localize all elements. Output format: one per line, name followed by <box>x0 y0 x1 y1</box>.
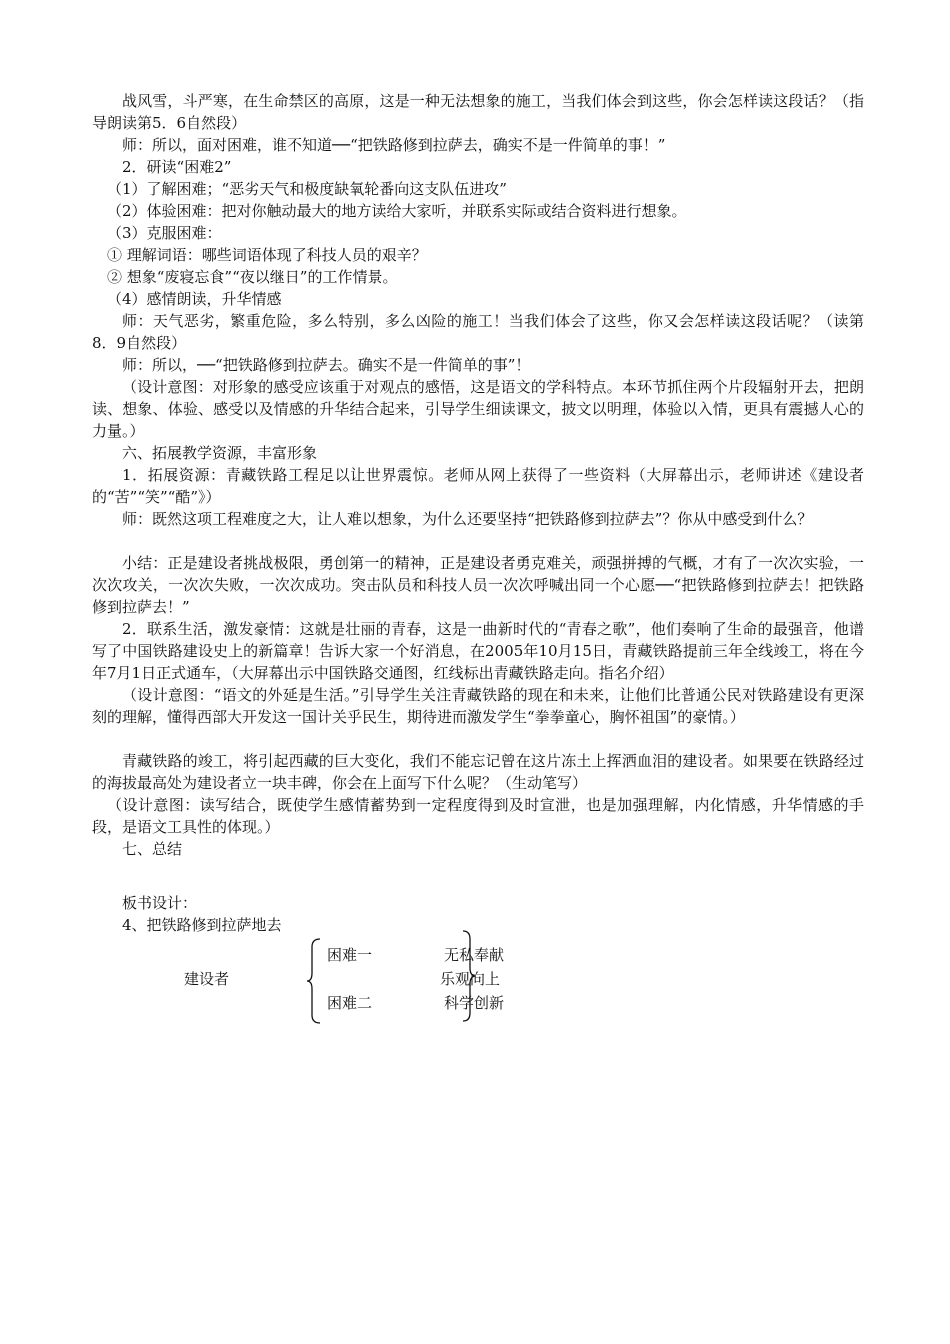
list-item: （3）克服困难： <box>107 224 222 242</box>
difficulty-two: 困难二 <box>327 994 373 1012</box>
design-intent-note: （设计意图：读写结合，既使学生感情蓄势到一定程度得到及时宣泄，也是加强理解，内化情感，升华情感的手段，是语文工具性的体现。） <box>92 796 864 836</box>
section-heading: 2．研读“困难2” <box>122 158 232 176</box>
paragraph: 师：既然这项工程难度之大，让人难以想象，为什么还要坚持“把铁路修到拉萨去”？你从中感受到什么？ <box>122 510 813 528</box>
right-brace-icon <box>460 930 480 1022</box>
board-title: 4、把铁路修到拉萨地去 <box>122 916 282 934</box>
list-item: ① 理解词语：哪些词语体现了科技人员的艰辛？ <box>107 246 427 264</box>
quality-item: 无私奉献 <box>444 946 505 964</box>
board-subject: 建设者 <box>184 970 230 988</box>
design-intent-note: （设计意图：对形象的感受应该重于对观点的感悟，这是语文的学科特点。本环节抓住两个片段辐射开去，把朗读、想象、体验、感受以及情感的升华结合起来，引导学生细读课文，披文以明理，体验以入情，更具有震撼人心的力量。） <box>92 378 864 440</box>
left-brace-icon <box>306 938 326 1024</box>
list-item: ② 想象“废寝忘食”“夜以继日”的工作情景。 <box>107 268 398 286</box>
quality-item: 科学创新 <box>444 994 505 1012</box>
board-heading: 板书设计： <box>122 894 198 912</box>
section-heading: 六、拓展教学资源，丰富形象 <box>122 444 318 462</box>
paragraph: 1．拓展资源：青藏铁路工程足以让世界震惊。老师从网上获得了一些资料（大屏幕出示，老师讲述《建设者的“苦”“笑”“酷”》） <box>92 466 864 506</box>
paragraph: 青藏铁路的竣工，将引起西藏的巨大变化，我们不能忘记曾在这片冻土上挥洒血泪的建设者。如果要在铁路经过的海拔最高处为建设者立一块丰碑，你会在上面写下什么呢？（生动笔写） <box>92 752 864 792</box>
difficulty-one: 困难一 <box>327 946 373 964</box>
paragraph: 师：所以，面对困难，谁不知道──“把铁路修到拉萨去，确实不是一件简单的事！” <box>122 136 666 154</box>
paragraph: 2．联系生活，激发豪情：这就是壮丽的青春，这是一曲新时代的“青春之歌”，他们奏响了生命的最强音，他谱写了中国铁路建设史上的新篇章！告诉大家一个好消息，在2005年10月15日，青藏铁路提前三年全线竣工，将在今年7月1日正式通车，（大屏幕出示中国铁路交通图，红线标出青藏铁路走向。指名介绍） <box>92 620 864 682</box>
summary-paragraph: 小结：正是建设者挑战极限，勇创第一的精神，正是建设者勇克难关，顽强拼搏的气概，才有了一次次实验，一次次攻关，一次次失败，一次次成功。突击队员和科技人员一次次呼喊出同一个心愿──“把铁路修到拉萨去！把铁路修到拉萨去！” <box>92 554 864 616</box>
section-heading: 七、总结 <box>122 840 183 858</box>
paragraph: 师：天气恶劣，繁重危险，多么特别，多么凶险的施工！当我们体会了这些，你又会怎样读这段话呢？（读第8．9自然段） <box>92 312 864 352</box>
quality-item: 乐观向上 <box>440 970 501 988</box>
design-intent-note: （设计意图：“语文的外延是生活。”引导学生关注青藏铁路的现在和未来，让他们比普通公民对铁路建设有更深刻的理解，懂得西部大开发这一国计关乎民生，期待进而激发学生“拳拳童心，胸怀祖国”的豪情。） <box>92 686 864 726</box>
list-item: （4）感情朗读，升华情感 <box>107 290 282 308</box>
list-item: （2）体验困难：把对你触动最大的地方读给大家听，并联系实际或结合资料进行想象。 <box>107 202 687 220</box>
list-item: （1）了解困难；“恶劣天气和极度缺氧轮番向这支队伍进攻” <box>107 180 507 198</box>
paragraph: 战风雪，斗严寒，在生命禁区的高原，这是一种无法想象的施工，当我们体会到这些，你会怎样读这段话？（指导朗读第5．6自然段） <box>92 92 864 132</box>
paragraph: 师：所以，──“把铁路修到拉萨去。确实不是一件简单的事”！ <box>122 356 531 374</box>
